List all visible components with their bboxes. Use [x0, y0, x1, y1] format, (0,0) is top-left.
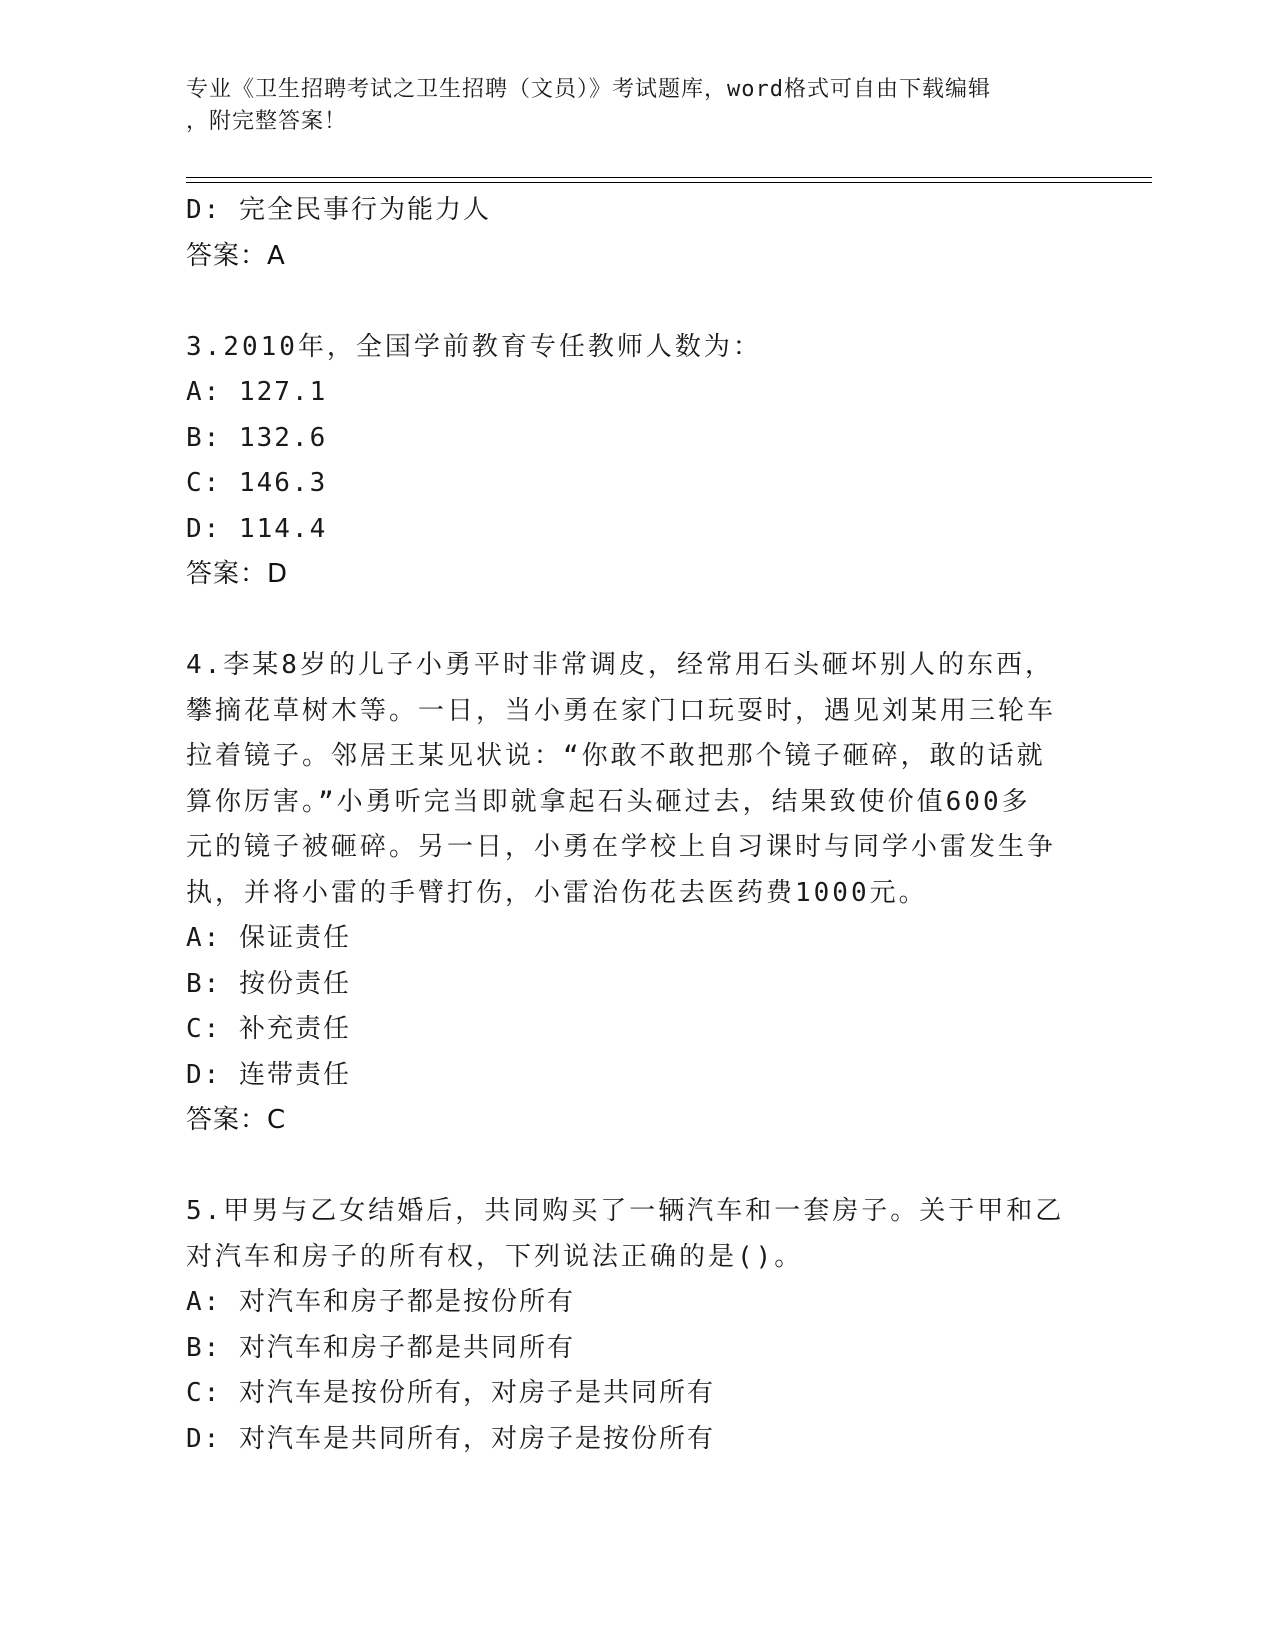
option-d: D: 114.4 — [186, 513, 328, 544]
option-a: A: 保证责任 — [186, 923, 351, 953]
question-stem-line: 执，并将小雷的手臂打伤，小雷治伤花去医药费1000元。 — [186, 877, 928, 908]
question-stem-line: 攀摘花草树木等。一日，当小勇在家门口玩耍时，遇见刘某用三轮车 — [186, 695, 1057, 726]
answer-line: 答案：C — [186, 1105, 287, 1135]
option-d: D: 连带责任 — [186, 1059, 351, 1090]
option-b: B: 132.6 — [186, 422, 328, 453]
option-c: C: 对汽车是按份所有，对房子是共同所有 — [186, 1378, 715, 1408]
question-stem: 3.2010年，全国学前教育专任教师人数为： — [186, 331, 762, 362]
question-2-tail — [186, 188, 1066, 279]
option-a: A: 127.1 — [186, 377, 328, 407]
header-title-line-2: ，附完整答案！ — [186, 109, 348, 134]
option-a: A: 对汽车和房子都是按份所有 — [186, 1287, 575, 1317]
question-stem-line: 拉着镜子。邻居王某见状说：“你敢不敢把那个镜子砸碎，敢的话就 — [186, 741, 1046, 771]
header-title-line-1: 专业《卫生招聘考试之卫生招聘（文员）》考试题库，word格式可自由下载编辑 — [186, 77, 991, 102]
option-b: B: 按份责任 — [186, 968, 351, 999]
answer-line: 答案：A — [186, 240, 286, 271]
header-divider-top — [186, 177, 1152, 178]
question-4 — [186, 643, 1066, 1144]
option-c: C: 146.3 — [186, 468, 328, 498]
question-stem-line: 算你厉害。”小勇听完当即就拿起石头砸过去，结果致使价值600多 — [186, 786, 1031, 817]
question-stem-line: 元的镜子被砸碎。另一日，小勇在学校上自习课时与同学小雷发生争 — [186, 832, 1057, 862]
question-5 — [186, 1189, 1066, 1462]
option-b: B: 对汽车和房子都是共同所有 — [186, 1332, 575, 1363]
spacer — [186, 279, 1066, 325]
option-c: C: 补充责任 — [186, 1014, 351, 1044]
spacer — [186, 598, 1066, 644]
question-stem-line: 对汽车和房子的所有权，下列说法正确的是()。 — [186, 1241, 804, 1272]
option-d: D: 对汽车是共同所有，对房子是按份所有 — [186, 1423, 715, 1454]
question-stem-line: 4.李某8岁的儿子小勇平时非常调皮，经常用石头砸坏别人的东西， — [186, 650, 1054, 680]
header-divider-bottom — [186, 182, 1152, 183]
answer-line: 答案：D — [186, 559, 289, 589]
spacer — [186, 1144, 1066, 1190]
option-d: D: 完全民事行为能力人 — [186, 195, 491, 225]
question-stem-line: 5.甲男与乙女结婚后，共同购买了一辆汽车和一套房子。关于甲和乙 — [186, 1196, 1065, 1226]
question-list — [186, 188, 1066, 1462]
question-3 — [186, 325, 1066, 598]
page-header — [186, 74, 1066, 138]
